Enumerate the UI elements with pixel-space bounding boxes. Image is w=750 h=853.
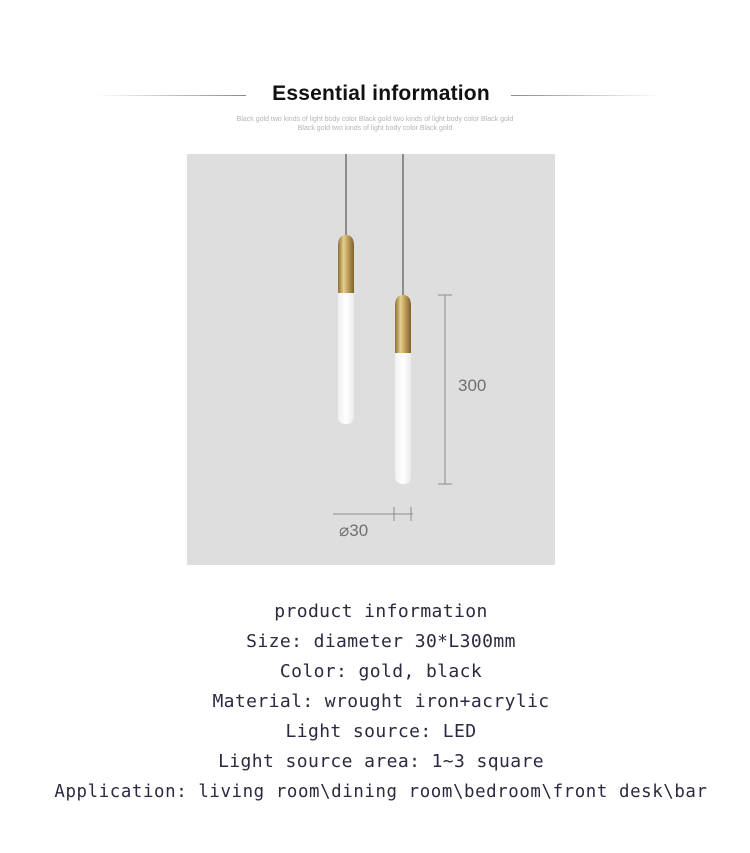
section-title: Essential information <box>272 82 490 105</box>
height-dimension-label: 300 <box>458 376 487 395</box>
acrylic-shade-right <box>395 353 411 484</box>
info-size: Size: diameter 30*L300mm <box>246 631 516 652</box>
product-information <box>0 597 750 807</box>
gold-cap-left <box>338 235 354 293</box>
pendant-lights-illustration <box>187 154 555 565</box>
info-color: Color: gold, black <box>279 661 483 682</box>
product-image <box>187 154 555 565</box>
info-application: Application: living room\dining room\bedroom\front desk\bar <box>54 782 708 802</box>
info-light-area: Light source area: 1~3 square <box>218 751 544 772</box>
section-header <box>0 78 750 114</box>
header-divider-right <box>511 95 661 96</box>
section-subtitle <box>190 115 560 133</box>
info-light-source: Light source: LED <box>285 721 477 742</box>
pendant-light-left <box>338 154 354 424</box>
height-dimension <box>438 295 452 484</box>
info-material: Material: wrought iron+acrylic <box>212 691 550 712</box>
info-heading: product information <box>274 601 488 622</box>
gold-cap-right <box>395 295 411 353</box>
diameter-dimension-label: ⌀30 <box>339 521 369 540</box>
acrylic-shade-left <box>338 293 354 424</box>
subtitle-line-1: Black gold two kinds of light body color Black gold two kinds of light body color Black gold <box>236 116 514 123</box>
subtitle-line-2: Black gold two kinds of light body color Black gold <box>297 125 453 132</box>
pendant-light-right <box>395 154 411 484</box>
diameter-dimension <box>333 507 413 521</box>
